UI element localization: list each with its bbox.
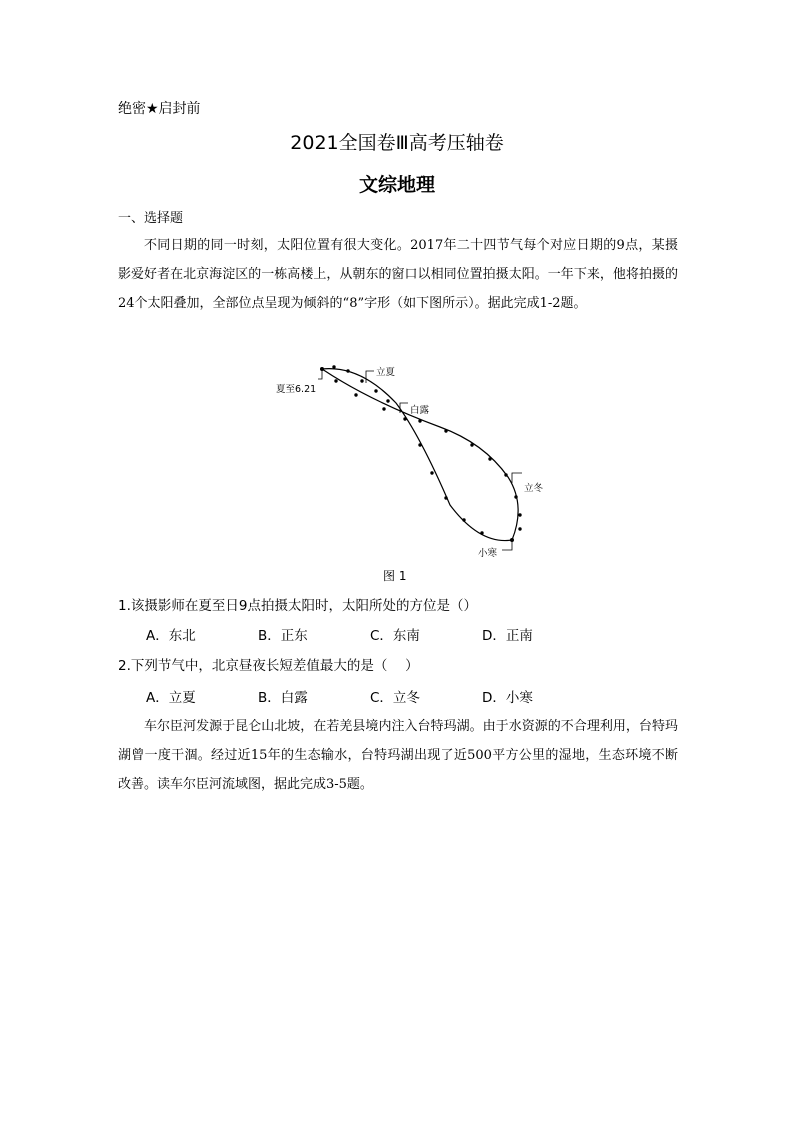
question-1-options bbox=[146, 624, 666, 644]
option-d[interactable]: D．小寒 bbox=[482, 690, 533, 706]
page-subtitle: 文综地理 bbox=[358, 174, 435, 196]
question-2-stem: 2.下列节气中，北京昼夜长短差值最大的是（ ） bbox=[118, 658, 419, 674]
analemma-points bbox=[320, 365, 522, 542]
passage-cherchen-river: 车尔臣河发源于昆仑山北坡，在若羌县境内注入台特玛湖。由于水资源的不合理利用，台特玛湖曾一度干涸。经过近15年的生态输水，台特玛湖出现了近500平方公里的湿地，生态环境不断改善。读车尔臣河流域图，据此完成3-5题。 bbox=[118, 719, 678, 792]
option-a[interactable]: A．立夏 bbox=[146, 690, 196, 706]
question-2-options bbox=[146, 686, 666, 706]
option-a[interactable]: A．东北 bbox=[146, 628, 196, 644]
label-bailu: 白露 bbox=[410, 405, 430, 416]
question-1-stem: 1.该摄影师在夏至日9点拍摄太阳时，太阳所处的方位是（） bbox=[118, 598, 477, 614]
analemma-figure bbox=[260, 355, 560, 570]
confidential-mark: 绝密★启封前 bbox=[118, 101, 201, 117]
option-b[interactable]: B．正东 bbox=[258, 628, 308, 644]
option-b[interactable]: B．白露 bbox=[258, 690, 308, 706]
option-d[interactable]: D．正南 bbox=[482, 628, 533, 644]
option-c[interactable]: C．立冬 bbox=[370, 690, 420, 706]
option-c[interactable]: C．东南 bbox=[370, 628, 420, 644]
label-xiaohan: 小寒 bbox=[478, 548, 498, 559]
section-heading: 一、选择题 bbox=[118, 211, 184, 226]
passage-analemma: 不同日期的同一时刻，太阳位置有很大变化。2017年二十四节气每个对应日期的9点，某摄影爱好者在北京海淀区的一栋高楼上，从朝东的窗口以相同位置拍摄太阳。一年下来，他将拍摄的24个太阳叠加，全部位点呈现为倾斜的“8”字形（如下图所示）。据此完成1-2题。 bbox=[118, 238, 678, 311]
page-title: 2021全国卷Ⅲ高考压轴卷 bbox=[290, 132, 504, 154]
figure-caption: 图 1 bbox=[383, 569, 407, 583]
label-lixia: 立夏 bbox=[376, 367, 396, 378]
label-lidong: 立冬 bbox=[524, 483, 544, 494]
label-summer-solstice: 夏至6.21 bbox=[276, 384, 317, 395]
analemma-curve bbox=[322, 369, 518, 541]
